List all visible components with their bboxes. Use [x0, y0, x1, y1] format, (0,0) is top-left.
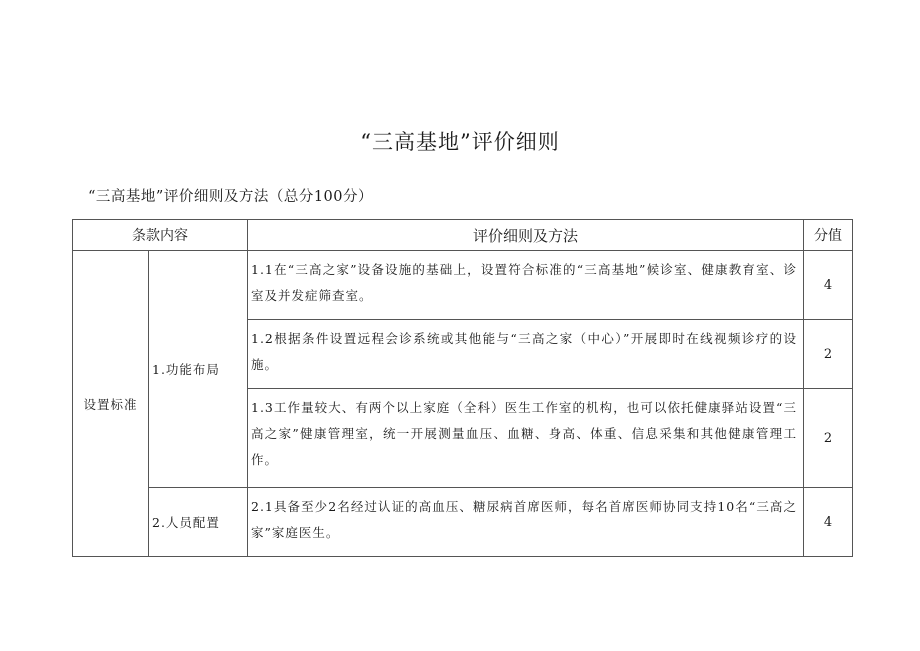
- table-row: [73, 488, 853, 557]
- criteria-cell: 2.1具备至少2名经过认证的高血压、糖尿病首席医师，每名首席医师协同支持10名“三高之家”家庭医生。: [248, 488, 804, 557]
- score-cell: 4: [804, 251, 853, 320]
- subcategory-cell: 1.功能布局: [149, 251, 248, 488]
- subcategory-cell: 2.人员配置: [149, 488, 248, 557]
- header-clause: 条款内容: [73, 220, 248, 251]
- evaluation-table: [72, 219, 853, 557]
- category-cell: 设置标准: [73, 251, 149, 557]
- header-score: 分值: [804, 220, 853, 251]
- score-cell: 4: [804, 488, 853, 557]
- score-cell: 2: [804, 320, 853, 389]
- table-header-row: [73, 220, 853, 251]
- document-subtitle: “三高基地”评价细则及方法（总分100分）: [88, 189, 374, 205]
- criteria-cell: 1.1在“三高之家”设备设施的基础上，设置符合标准的“三高基地”候诊室、健康教育室、诊室及并发症筛查室。: [248, 251, 804, 320]
- document-title: “三高基地”评价细则: [360, 130, 560, 154]
- criteria-cell: 1.2根据条件设置远程会诊系统或其他能与“三高之家（中心）”开展即时在线视频诊疗的设施。: [248, 320, 804, 389]
- criteria-cell: 1.3工作量较大、有两个以上家庭（全科）医生工作室的机构，也可以依托健康驿站设置“三高之家”健康管理室，统一开展测量血压、血糖、身高、体重、信息采集和其他健康管理工作。: [248, 389, 804, 488]
- score-cell: 2: [804, 389, 853, 488]
- table-row: [73, 251, 853, 320]
- header-method: 评价细则及方法: [248, 220, 804, 251]
